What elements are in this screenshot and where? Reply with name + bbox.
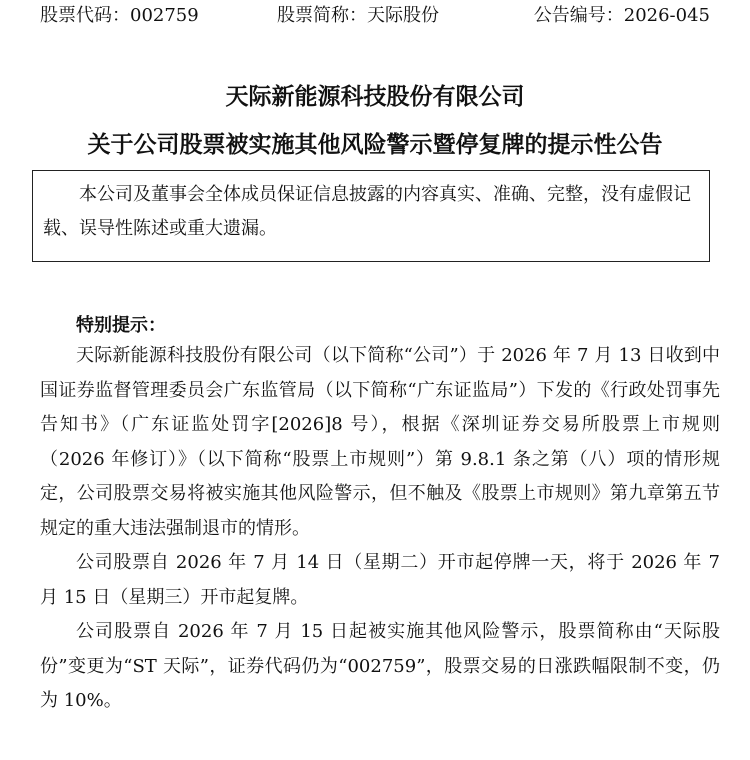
- special-tip-heading: 特别提示：: [76, 315, 166, 336]
- paragraph-penalty-notice: 天际新能源科技股份有限公司（以下简称“公司”）于 2026 年 7 月 13 日收到中国证券监督管理委员会广东监管局（以下简称“广东证监局”）下发的《行政处罚事先告知书》（广东证监处罚字[2026]8 号），根据《深圳证券交易所股票上市规则（2026 年修订）》（以下简称“股票上市规则”）第 9.8.1 条之第（八）项的情形规定，公司股票交易将被实施其他风险警示，但不触及《股票上市规则》第九章第五节规定的重大违法强制退市的情形。: [40, 345, 720, 539]
- announcement-subject: 关于公司股票被实施其他风险警示暨停复牌的提示性公告: [87, 131, 663, 158]
- board-statement: 本公司及董事会全体成员保证信息披露的内容真实、准确、完整，没有虚假记载、误导性陈述或重大遗漏。: [43, 184, 691, 239]
- board-statement-box: [32, 170, 710, 262]
- special-tip-body: [40, 339, 720, 719]
- company-title: 天际新能源科技股份有限公司: [225, 83, 525, 110]
- document-header: [40, 5, 710, 27]
- stock-code: 股票代码：002759: [40, 5, 199, 26]
- notice-number: 公告编号：2026-045: [533, 5, 710, 26]
- paragraph-suspension: 公司股票自 2026 年 7 月 14 日（星期二）开市起停牌一天，将于 2026 年 7 月 15 日（星期三）开市起复牌。: [40, 552, 720, 608]
- paragraph-risk-warning: 公司股票自 2026 年 7 月 15 日起被实施其他风险警示，股票简称由“天际股份”变更为“ST 天际”，证券代码仍为“002759”，股票交易的日涨跌幅限制不变，仍为 10%。: [40, 621, 720, 711]
- stock-name: 股票简称：天际股份: [277, 5, 439, 26]
